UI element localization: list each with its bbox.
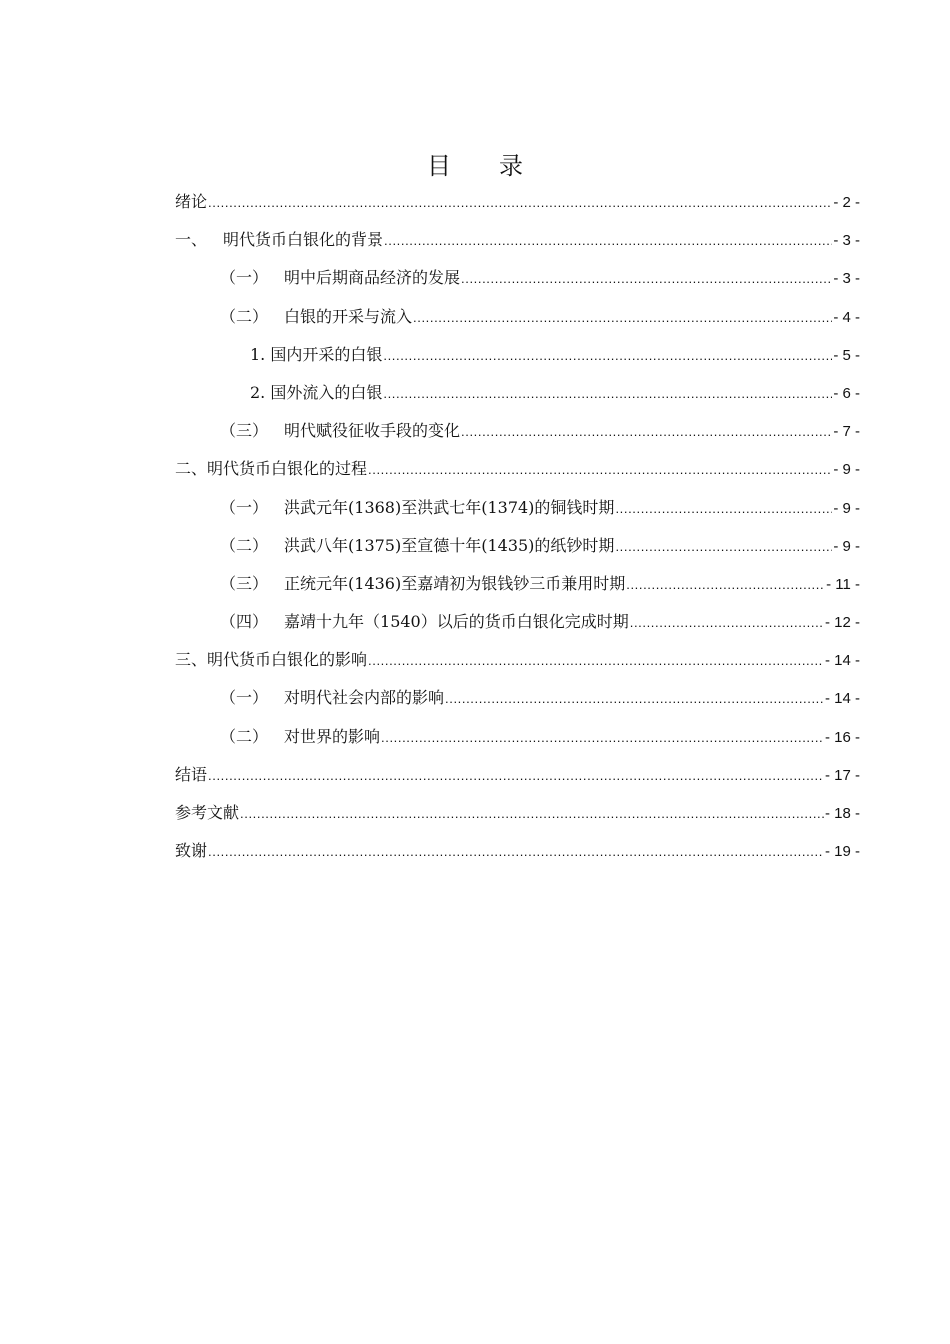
toc-entry[interactable]	[175, 489, 860, 527]
toc-page-number: - 19 -	[824, 843, 860, 861]
toc-entry-text	[175, 450, 367, 488]
toc-entry[interactable]	[175, 756, 860, 794]
toc-page-number: - 7 -	[833, 423, 860, 441]
toc-entry[interactable]	[175, 565, 860, 603]
toc-page-number: - 3 -	[833, 270, 860, 288]
toc-entry[interactable]	[175, 679, 860, 717]
toc-entry-label: 二、明代货币白银化的过程	[175, 459, 368, 479]
toc-leader-dots	[368, 451, 832, 489]
toc-entry[interactable]	[175, 718, 860, 756]
toc-page-number: - 18 -	[824, 805, 860, 822]
toc-entry-number: （四）	[220, 612, 269, 632]
toc-entry-number: （一）	[220, 497, 269, 517]
toc-page-number: - 2 -	[833, 194, 860, 211]
toc-page-number: - 14 -	[824, 652, 860, 670]
toc-entry-label: 正统元年(1436)至嘉靖初为银钱钞三币兼用时期	[284, 573, 626, 593]
toc-entry-number: （三）	[220, 573, 269, 593]
toc-entry-text	[175, 641, 367, 679]
toc-entry-text	[220, 603, 629, 641]
title-char-1: 目	[427, 152, 451, 180]
toc-page-number: - 14 -	[824, 690, 860, 708]
toc-page-number: - 3 -	[833, 232, 860, 250]
toc-entry-label: 白银的开采与流入	[284, 306, 413, 326]
toc-entry-number: （二）	[220, 306, 269, 326]
toc-entry-number: （一）	[220, 268, 269, 288]
toc-leader-dots	[615, 528, 832, 566]
toc-leader-dots	[383, 337, 832, 375]
toc-entry[interactable]	[175, 527, 860, 565]
toc-entry-label: 明代赋役征收手段的变化	[284, 421, 461, 441]
toc-entry-label: 1. 国内开采的白银	[250, 344, 383, 364]
toc-entry-label: 2. 国外流入的白银	[250, 382, 383, 402]
toc-entry-number: （一）	[220, 688, 269, 708]
table-of-contents	[175, 183, 860, 870]
toc-entry-number: （二）	[220, 535, 269, 555]
toc-entry-label: 洪武八年(1375)至宣德十年(1435)的纸钞时期	[284, 535, 615, 555]
toc-leader-dots	[368, 642, 824, 680]
toc-entry[interactable]	[175, 450, 860, 488]
toc-entry-number: 一、	[175, 230, 208, 250]
toc-leader-dots	[381, 719, 824, 757]
page-title	[0, 146, 950, 181]
toc-entry-label: 致谢	[175, 841, 208, 861]
title-char-2: 录	[499, 152, 523, 180]
toc-leader-dots	[383, 375, 832, 413]
toc-leader-dots	[240, 795, 824, 833]
toc-entry-text	[175, 794, 239, 832]
toc-leader-dots	[445, 680, 824, 718]
toc-leader-dots	[626, 566, 825, 604]
toc-leader-dots	[208, 184, 832, 222]
toc-entry-text	[220, 298, 412, 336]
toc-entry-number: （二）	[220, 726, 269, 746]
toc-leader-dots	[630, 604, 824, 642]
toc-page-number: - 6 -	[833, 384, 860, 402]
toc-entry[interactable]	[175, 221, 860, 259]
toc-entry-text	[220, 259, 460, 297]
toc-leader-dots	[413, 299, 832, 337]
toc-leader-dots	[615, 490, 832, 528]
toc-page-number: - 17 -	[824, 766, 860, 784]
toc-entry-text	[175, 183, 207, 221]
toc-entry-text	[220, 679, 444, 717]
toc-entry-text	[220, 527, 614, 565]
toc-leader-dots	[208, 757, 824, 795]
toc-entry[interactable]	[175, 832, 860, 870]
toc-entry-text	[175, 832, 207, 870]
toc-entry-label: 绪论	[175, 192, 208, 211]
toc-entry[interactable]	[175, 794, 860, 832]
toc-entry[interactable]	[175, 336, 860, 374]
toc-entry-text	[220, 718, 380, 756]
toc-page-number: - 11 -	[826, 575, 860, 593]
toc-leader-dots	[384, 222, 832, 260]
toc-page-number: - 9 -	[833, 499, 860, 517]
toc-entry[interactable]	[175, 603, 860, 641]
toc-entry-text	[175, 756, 207, 794]
toc-page-number: - 4 -	[833, 308, 860, 326]
toc-entry-text	[220, 489, 614, 527]
toc-entry-label: 结语	[175, 764, 208, 784]
toc-entry-text	[250, 336, 382, 374]
toc-entry[interactable]	[175, 374, 860, 412]
toc-entry[interactable]	[175, 298, 860, 336]
toc-page-number: - 9 -	[833, 461, 860, 479]
toc-entry-label: 明中后期商品经济的发展	[284, 268, 461, 288]
toc-leader-dots	[461, 260, 832, 298]
toc-entry[interactable]	[175, 641, 860, 679]
toc-entry-label: 参考文献	[175, 803, 240, 822]
toc-page-number: - 5 -	[833, 346, 860, 364]
toc-entry[interactable]	[175, 259, 860, 297]
toc-page-number: - 9 -	[833, 537, 860, 555]
toc-leader-dots	[208, 833, 824, 871]
toc-entry-label: 三、明代货币白银化的影响	[175, 650, 368, 670]
toc-entry-text	[220, 412, 460, 450]
toc-entry-label: 洪武元年(1368)至洪武七年(1374)的铜钱时期	[284, 497, 615, 517]
toc-entry-text	[250, 374, 382, 412]
toc-entry-text	[175, 221, 383, 259]
toc-entry-text	[220, 565, 625, 603]
toc-leader-dots	[461, 413, 832, 451]
toc-entry-label: 明代货币白银化的背景	[223, 230, 384, 250]
toc-entry-number: （三）	[220, 421, 269, 441]
toc-entry-label: 对世界的影响	[284, 726, 381, 746]
toc-entry-label: 对明代社会内部的影响	[284, 688, 445, 708]
toc-page-number: - 12 -	[824, 614, 860, 632]
toc-entry[interactable]	[175, 183, 860, 221]
toc-entry[interactable]	[175, 412, 860, 450]
toc-entry-label: 嘉靖十九年（1540）以后的货币白银化完成时期	[284, 612, 629, 632]
toc-page-number: - 16 -	[824, 728, 860, 746]
